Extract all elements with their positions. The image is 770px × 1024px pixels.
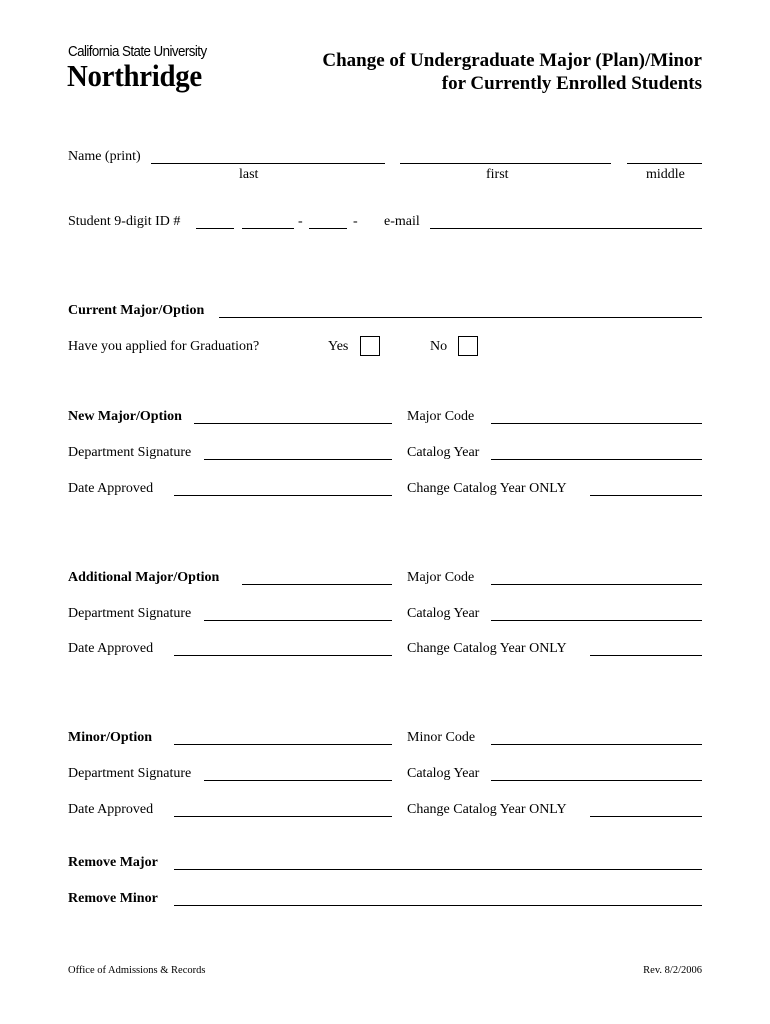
name-label: Name (print) xyxy=(68,149,141,164)
minor-field[interactable] xyxy=(174,744,392,745)
new-major-dept-signature-label: Department Signature xyxy=(68,445,192,460)
minor-date-approved-label: Date Approved xyxy=(68,802,154,817)
additional-major-field[interactable] xyxy=(242,584,392,585)
remove-major-label: Remove Major xyxy=(68,855,158,870)
additional-major-change-catalog-label: Change Catalog Year ONLY xyxy=(407,641,567,656)
form-title-line2: for Currently Enrolled Students xyxy=(441,73,702,94)
minor-catalog-year-field[interactable] xyxy=(491,780,702,781)
last-name-field[interactable] xyxy=(151,163,385,164)
minor-date-approved-field[interactable] xyxy=(174,816,392,817)
footer-office: Office of Admissions & Records xyxy=(68,965,206,976)
minor-code-field[interactable] xyxy=(491,744,702,745)
minor-code-label: Minor Code xyxy=(407,730,476,745)
last-name-caption: last xyxy=(239,167,259,182)
university-logo-wordmark: Northridge xyxy=(67,58,202,93)
minor-dept-signature-label: Department Signature xyxy=(68,766,192,781)
yes-label: Yes xyxy=(328,339,349,354)
additional-major-code-field[interactable] xyxy=(491,584,702,585)
minor-label: Minor/Option xyxy=(68,730,153,745)
minor-change-catalog-field[interactable] xyxy=(590,816,702,817)
email-field[interactable] xyxy=(430,228,702,229)
email-label: e-mail xyxy=(384,214,420,229)
additional-major-label: Additional Major/Option xyxy=(68,570,220,585)
graduation-question: Have you applied for Graduation? xyxy=(68,339,260,354)
additional-major-date-approved-label: Date Approved xyxy=(68,641,154,656)
no-label: No xyxy=(430,339,448,354)
yes-checkbox[interactable] xyxy=(360,336,380,356)
additional-major-dept-signature-field[interactable] xyxy=(204,620,392,621)
additional-major-change-catalog-field[interactable] xyxy=(590,655,702,656)
current-major-field[interactable] xyxy=(219,317,702,318)
id-dash: - xyxy=(298,214,303,229)
student-id-part2-field[interactable] xyxy=(242,228,294,229)
new-major-dept-signature-field[interactable] xyxy=(204,459,392,460)
minor-change-catalog-label: Change Catalog Year ONLY xyxy=(407,802,567,817)
middle-name-field[interactable] xyxy=(627,163,702,164)
new-major-code-field[interactable] xyxy=(491,423,702,424)
new-major-label: New Major/Option xyxy=(68,409,182,424)
new-major-catalog-year-label: Catalog Year xyxy=(407,445,480,460)
additional-major-catalog-year-field[interactable] xyxy=(491,620,702,621)
id-dash: - xyxy=(353,214,358,229)
middle-name-caption: middle xyxy=(646,167,685,182)
additional-major-dept-signature-label: Department Signature xyxy=(68,606,192,621)
current-major-label: Current Major/Option xyxy=(68,303,205,318)
new-major-change-catalog-label: Change Catalog Year ONLY xyxy=(407,481,567,496)
university-system-name: California State University xyxy=(68,44,207,60)
form-title-line1: Change of Undergraduate Major (Plan)/Minor xyxy=(322,50,702,71)
first-name-caption: first xyxy=(486,167,509,182)
new-major-field[interactable] xyxy=(194,423,392,424)
new-major-change-catalog-field[interactable] xyxy=(590,495,702,496)
remove-major-field[interactable] xyxy=(174,869,702,870)
student-id-part3-field[interactable] xyxy=(309,228,347,229)
first-name-field[interactable] xyxy=(400,163,611,164)
new-major-date-approved-field[interactable] xyxy=(174,495,392,496)
remove-minor-field[interactable] xyxy=(174,905,702,906)
footer-revision: Rev. 8/2/2006 xyxy=(643,965,702,976)
additional-major-code-label: Major Code xyxy=(407,570,475,585)
new-major-date-approved-label: Date Approved xyxy=(68,481,154,496)
student-id-part1-field[interactable] xyxy=(196,228,234,229)
additional-major-catalog-year-label: Catalog Year xyxy=(407,606,480,621)
new-major-catalog-year-field[interactable] xyxy=(491,459,702,460)
no-checkbox[interactable] xyxy=(458,336,478,356)
remove-minor-label: Remove Minor xyxy=(68,891,158,906)
student-id-label: Student 9-digit ID # xyxy=(68,214,181,229)
minor-dept-signature-field[interactable] xyxy=(204,780,392,781)
new-major-code-label: Major Code xyxy=(407,409,475,424)
minor-catalog-year-label: Catalog Year xyxy=(407,766,480,781)
additional-major-date-approved-field[interactable] xyxy=(174,655,392,656)
